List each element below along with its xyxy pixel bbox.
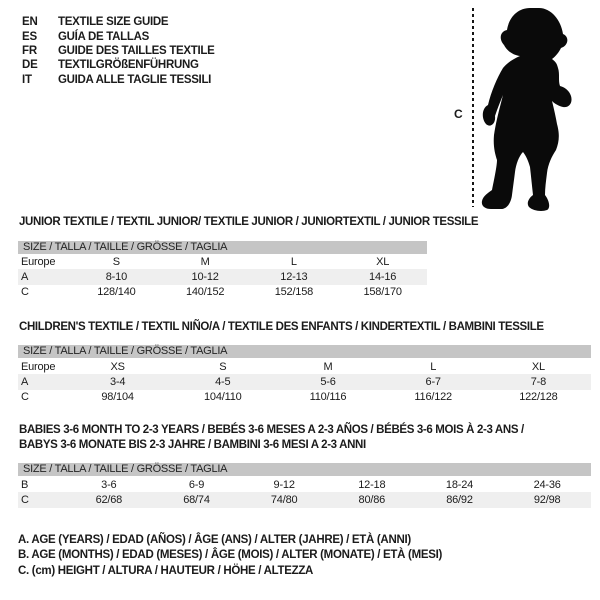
baby-silhouette-icon: [479, 4, 591, 212]
size-header-bar: SIZE / TALLA / TAILLE / GRÖSSE / TAGLIA: [18, 463, 591, 476]
age-cell: 5-6: [320, 375, 336, 388]
size-cell: S: [219, 360, 227, 373]
footnote-b: B. AGE (MONTHS) / EDAD (MESES) / ÂGE (MOIS) / ALTER (MONATE) / ETÀ (MESI): [18, 549, 443, 562]
language-label: TEXTILE SIZE GUIDE: [58, 16, 169, 29]
row-label: C: [21, 391, 29, 404]
table-row: [18, 477, 591, 492]
row-label: C: [21, 286, 29, 299]
size-header-bar: SIZE / TALLA / TAILLE / GRÖSSE / TAGLIA: [18, 241, 427, 254]
size-cell: XL: [376, 255, 390, 268]
language-label: TEXTILGRÖßENFÜHRUNG: [58, 59, 199, 72]
height-cell: 74/80: [270, 493, 298, 506]
language-code: FR: [22, 44, 37, 57]
language-code: ES: [22, 30, 37, 43]
row-label: Europe: [21, 360, 56, 373]
age-cell: 14-16: [369, 270, 397, 283]
height-cell: 140/152: [185, 286, 225, 299]
babies-table-rows: [18, 477, 591, 508]
language-row-fr: [22, 44, 215, 58]
size-cell: L: [430, 360, 437, 373]
children-table-title: CHILDREN'S TEXTILE / TEXTIL NIÑO/A / TEXTILE DES ENFANTS / KINDERTEXTIL / BAMBINI TESSILE: [19, 321, 544, 333]
height-cell: 104/110: [204, 391, 242, 404]
language-row-en: [22, 15, 215, 29]
language-label: GUÍA DE TALLAS: [58, 30, 149, 43]
age-cell: 6-9: [188, 478, 205, 491]
age-cell: 10-12: [191, 270, 219, 283]
height-cell: 158/170: [363, 286, 402, 299]
row-label: C: [21, 493, 29, 506]
height-cell: 98/104: [101, 391, 134, 404]
table-row: [18, 492, 591, 507]
size-cell: S: [112, 255, 120, 268]
table-row: [18, 390, 591, 405]
height-cell: 110/116: [309, 391, 347, 404]
height-cell: 62/68: [95, 493, 123, 506]
table-row: [18, 374, 591, 389]
age-cell: 6-7: [425, 375, 441, 388]
table-row: [18, 269, 427, 284]
language-label: GUIDA ALLE TAGLIE TESSILI: [58, 73, 212, 86]
row-label: A: [21, 270, 29, 283]
junior-table-rows: [18, 254, 427, 300]
age-cell: 8-10: [105, 270, 127, 283]
height-cell: 116/122: [414, 391, 452, 404]
age-cell: 9-12: [273, 478, 295, 491]
size-cell: M: [200, 255, 210, 268]
table-row: [18, 285, 427, 300]
size-cell: L: [290, 255, 297, 268]
height-cell: 152/158: [274, 286, 314, 299]
language-code: IT: [22, 73, 32, 86]
size-cell: XL: [531, 360, 545, 373]
age-cell: 3-4: [109, 375, 126, 388]
height-cell: 128/140: [97, 286, 136, 299]
footnote-a: A. AGE (YEARS) / EDAD (AÑOS) / ÂGE (ANS) / ALTER (JAHRE) / ETÀ (ANNI): [18, 534, 411, 546]
table-row: [18, 254, 427, 269]
age-cell: 12-18: [358, 478, 386, 491]
babies-table-title-line1: BABIES 3-6 MONTH TO 2-3 YEARS / BEBÉS 3-6 MESES A 2-3 AÑOS / BÉBÉS 3-6 MOIS À 2-3 ANS /: [19, 424, 524, 436]
language-code: DE: [22, 59, 38, 72]
row-label: B: [21, 478, 29, 491]
size-cell: XS: [110, 360, 125, 373]
height-measure-line: [472, 8, 474, 207]
language-header: [22, 15, 215, 87]
age-cell: 3-6: [101, 478, 117, 491]
language-row-es: [22, 29, 215, 43]
footnote-c: C. (cm) HEIGHT / ALTURA / HAUTEUR / HÖHE / ALTEZZA: [18, 564, 314, 577]
age-cell: 7-8: [530, 375, 547, 388]
height-cell: 80/86: [358, 493, 386, 506]
age-cell: 4-5: [215, 375, 231, 388]
language-row-de: [22, 58, 215, 72]
babies-table-title-line2: BABYS 3-6 MONATE BIS 2-3 JAHRE / BAMBINI 3-6 MESI A 2-3 ANNI: [19, 439, 366, 451]
row-label: Europe: [21, 255, 56, 268]
age-cell: 18-24: [445, 478, 474, 491]
language-code: EN: [22, 16, 38, 29]
junior-table-title: JUNIOR TEXTILE / TEXTIL JUNIOR/ TEXTILE JUNIOR / JUNIORTEXTIL / JUNIOR TESSILE: [19, 216, 479, 228]
table-row: [18, 359, 591, 374]
height-cell: 68/74: [183, 493, 210, 506]
height-cell: 122/128: [519, 391, 558, 404]
height-measure-label: C: [454, 107, 463, 121]
row-label: A: [21, 375, 29, 388]
height-cell: 86/92: [446, 493, 473, 506]
age-cell: 12-13: [280, 270, 308, 283]
age-cell: 24-36: [533, 478, 561, 491]
height-cell: 92/98: [533, 493, 561, 506]
size-header-bar: SIZE / TALLA / TAILLE / GRÖSSE / TAGLIA: [18, 345, 591, 358]
footnotes: [18, 533, 442, 579]
size-cell: M: [323, 360, 333, 373]
language-row-it: [22, 73, 215, 87]
children-table-rows: [18, 359, 591, 405]
language-label: GUIDE DES TAILLES TEXTILE: [58, 44, 215, 57]
